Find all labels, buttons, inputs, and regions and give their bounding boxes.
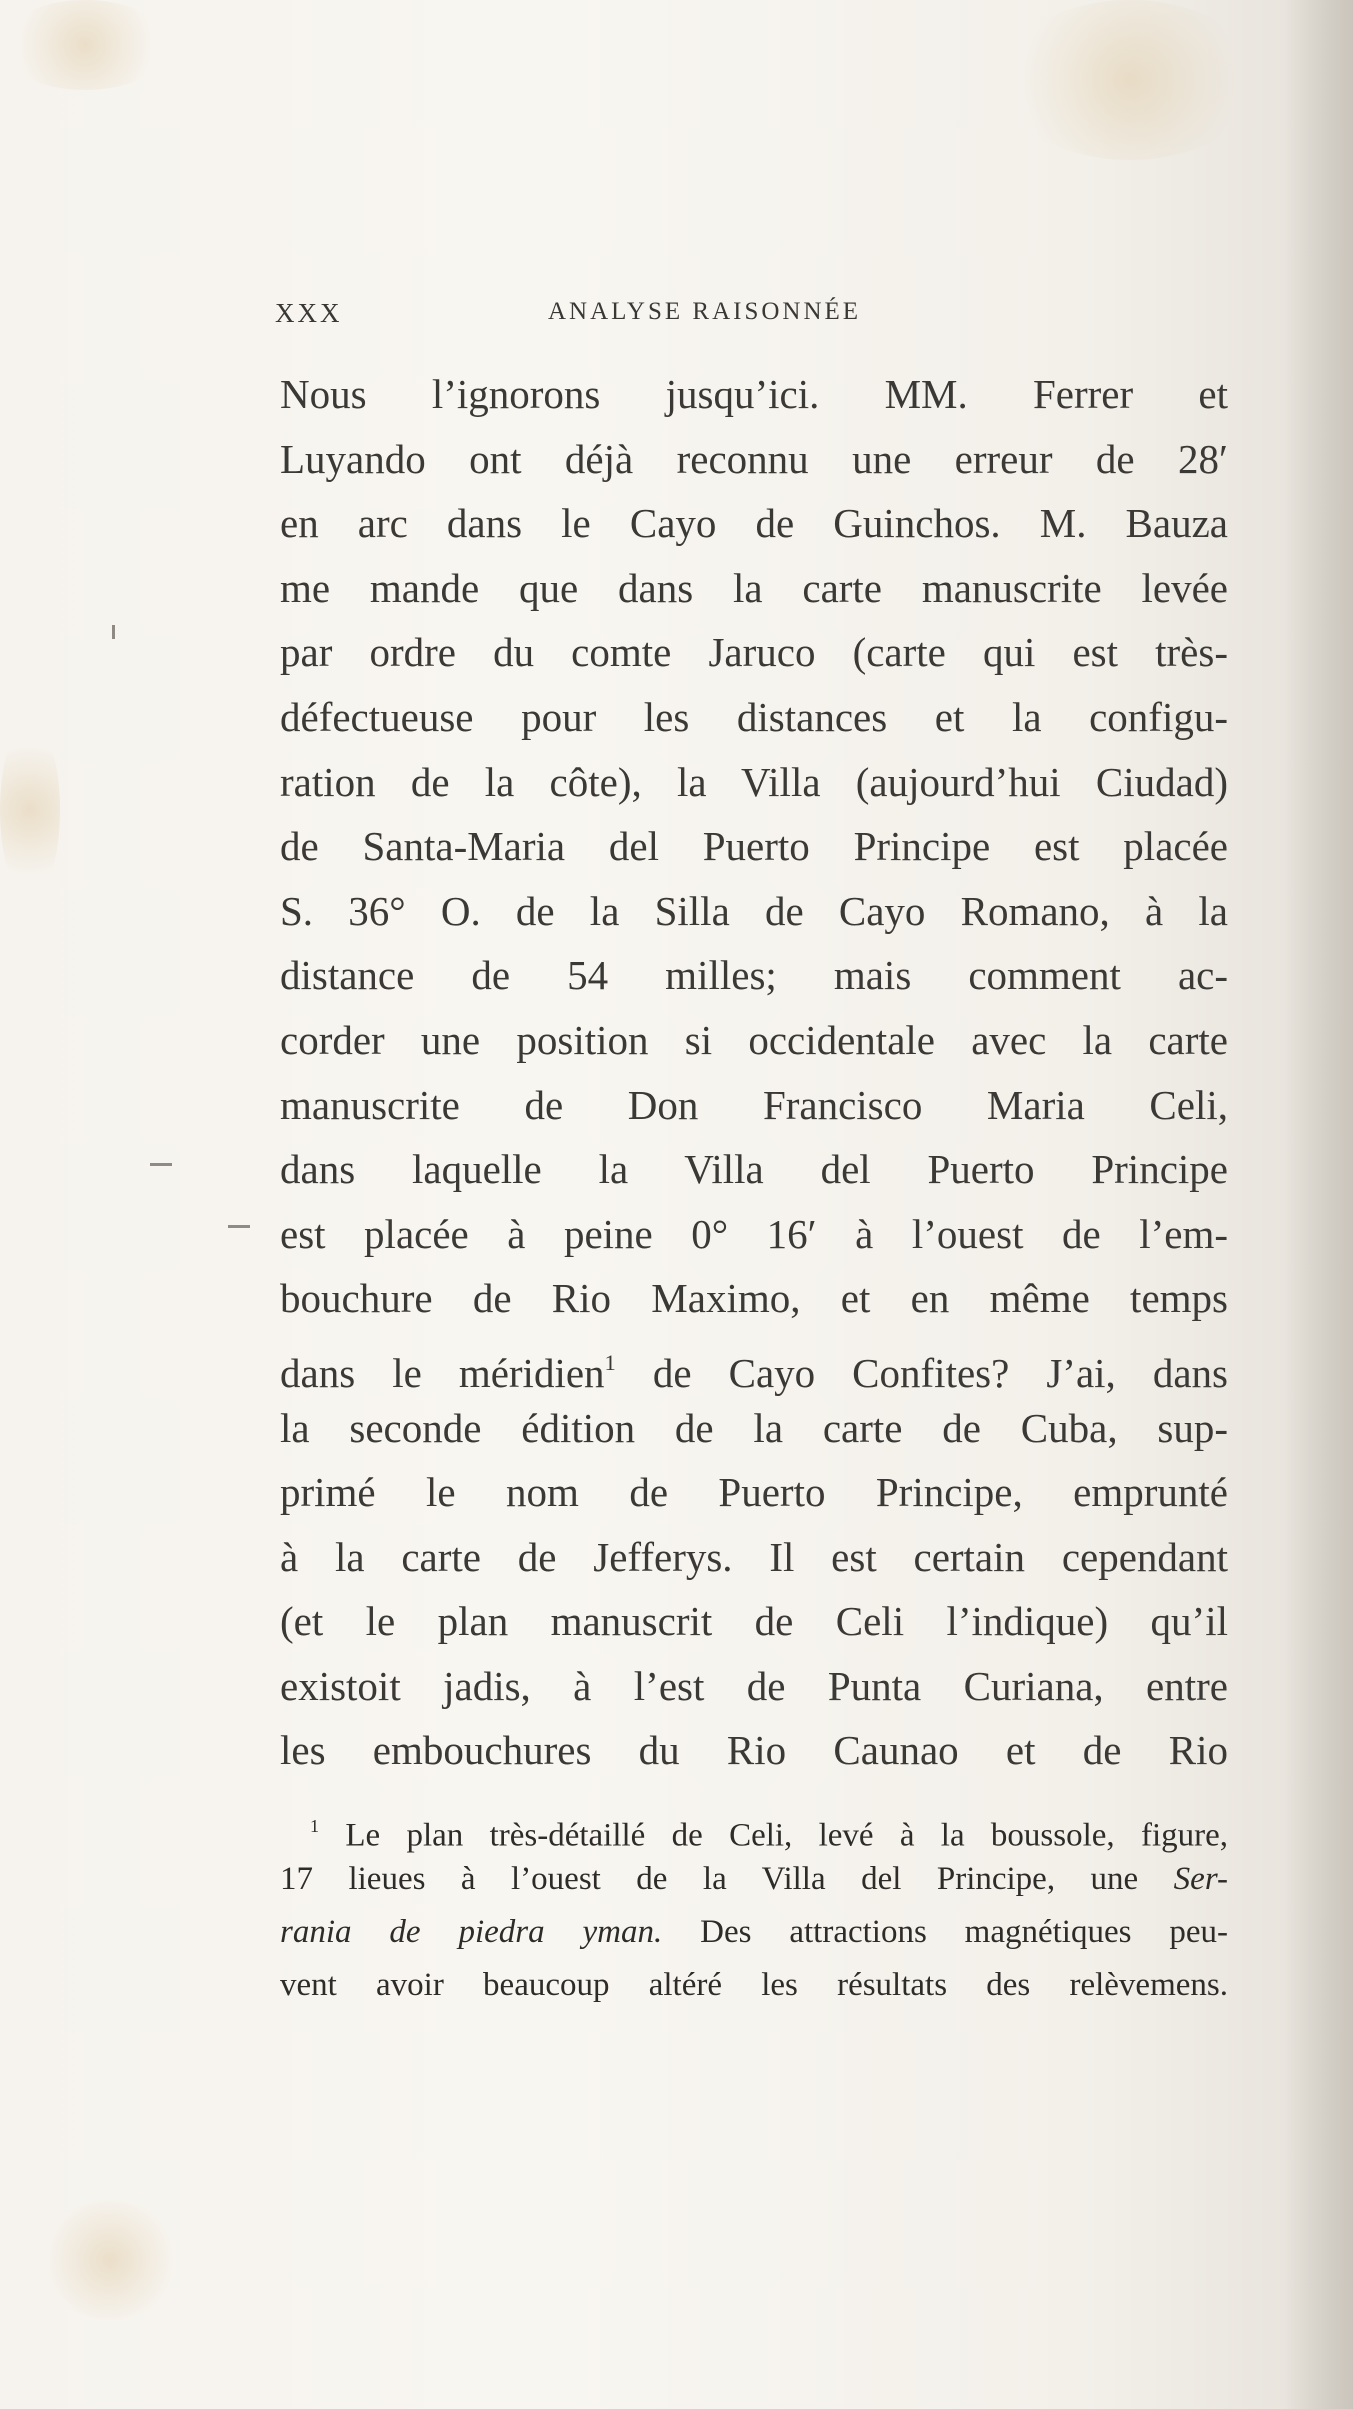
text-line: ration de la côte), la Villa (aujourd’hui Ciudad): [280, 758, 1228, 805]
text-segment: de Cayo Confites? J’ai, dans: [615, 1349, 1228, 1396]
text-line: distance de 54 milles; mais comment ac-: [280, 952, 1228, 999]
text-line: primé le nom de Puerto Principe, emprunté: [280, 1469, 1228, 1516]
text-line: dans laquelle la Villa del Puerto Principe: [280, 1146, 1228, 1193]
footnote-italic: Ser-: [1173, 1861, 1228, 1897]
text-line: (et le plan manuscrit de Celi l’indique) qu’il: [280, 1598, 1228, 1645]
paper-stain: [0, 720, 60, 900]
text-line: est placée à peine 0° 16′ à l’ouest de l’em-: [280, 1210, 1228, 1257]
body-text: [280, 362, 1228, 1783]
margin-mark: [228, 1225, 250, 1228]
margin-mark: [112, 625, 115, 639]
footnote-line: [280, 1906, 1228, 1959]
footnote-line: vent avoir beaucoup altéré les résultats des relèvemens.: [280, 1967, 1228, 2003]
footnote-text: lieues à l’ouest de la Villa del Principe, une: [313, 1861, 1174, 1897]
text-line: Nous l’ignorons jusqu’ici. MM. Ferrer et: [280, 371, 1228, 417]
text-line: en arc dans le Cayo de Guinchos. M. Bauza: [280, 500, 1228, 547]
text-line-with-footnote-ref: [280, 1331, 1228, 1396]
margin-mark: [150, 1163, 172, 1166]
footnote-line: [280, 1853, 1228, 1906]
footnote-italic: rania de piedra yman.: [280, 1914, 663, 1950]
footnote-marker: 1: [310, 1816, 320, 1836]
text-line: les embouchures du Rio Caunao et de Rio: [280, 1727, 1228, 1774]
text-line: Luyando ont déjà reconnu une erreur de 28′: [280, 435, 1228, 482]
footnote: [280, 1800, 1228, 2012]
footnote-text: Des attractions magnétiques peu-: [662, 1914, 1228, 1950]
text-line: défectueuse pour les distances et la configu-: [280, 693, 1228, 740]
text-line: manuscrite de Don Francisco Maria Celi,: [280, 1081, 1228, 1128]
running-head: [0, 298, 1353, 348]
text-segment: dans le méridien: [280, 1349, 605, 1396]
page-folio: XXX: [275, 298, 343, 328]
paper-stain: [0, 0, 170, 90]
text-line: corder une position si occidentale avec la carte: [280, 1016, 1228, 1063]
text-line: à la carte de Jefferys. Il est certain cependant: [280, 1533, 1228, 1580]
text-line: me mande que dans la carte manuscrite levée: [280, 564, 1228, 611]
footnote-text: Le plan très-détaillé de Celi, levé à la boussole, figure,: [319, 1817, 1228, 1854]
paper-stain: [40, 2200, 180, 2320]
text-line: par ordre du comte Jaruco (carte qui est très-: [280, 629, 1228, 676]
text-line: S. 36° O. de la Silla de Cayo Romano, à la: [280, 887, 1228, 934]
text-line: existoit jadis, à l’est de Punta Curiana, entre: [280, 1662, 1228, 1709]
text-line: de Santa-Maria del Puerto Principe est placée: [280, 823, 1228, 870]
text-line: la seconde édition de la carte de Cuba, sup-: [280, 1404, 1228, 1451]
page-edge-shadow: [1283, 0, 1353, 2409]
footnote-line: [280, 1800, 1228, 1853]
text-line: bouchure de Rio Maximo, et en même temps: [280, 1275, 1228, 1322]
footnote-number: 17: [280, 1861, 313, 1897]
running-title: ANALYSE RAISONNÉE: [548, 298, 862, 325]
footnote-reference: 1: [604, 1349, 616, 1375]
paper-stain: [1000, 0, 1260, 160]
